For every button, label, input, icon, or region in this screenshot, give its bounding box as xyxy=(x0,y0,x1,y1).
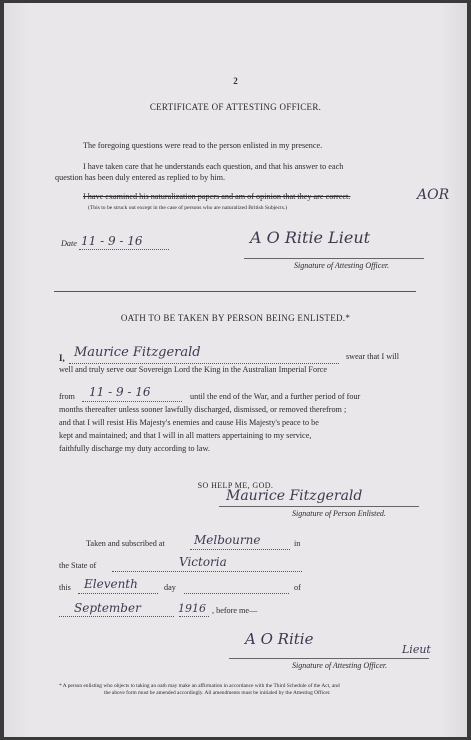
oath-from-rule xyxy=(82,401,182,402)
state-rule xyxy=(112,571,302,572)
oath-line-8: faithfully discharge my duty according to law. xyxy=(59,444,210,453)
state-value: Victoria xyxy=(179,555,227,569)
month-value: September xyxy=(74,601,141,615)
oath-heading: OATH TO BE TAKEN BY PERSON BEING ENLISTED.* xyxy=(120,313,351,323)
certificate-line-3: question has been duly entered as replied to by him. xyxy=(55,173,226,182)
oath-line-5: months thereafter unless sooner lawfully discharged, dismissed, or removed therefrom ; xyxy=(59,405,347,414)
month-rule xyxy=(59,616,174,617)
section-divider xyxy=(54,291,416,292)
place-rule xyxy=(190,549,290,550)
certificate-struck-line: I have examined his naturalization papers and am of opinion that they are correct. xyxy=(83,192,351,201)
attesting-signature-rule xyxy=(229,658,429,659)
of-label: of xyxy=(294,583,301,592)
officer-signature-caption: Signature of Attesting Officer. xyxy=(294,261,390,270)
attesting-rank: Lieut xyxy=(402,643,431,656)
oath-name-rule xyxy=(69,363,339,364)
taken-label: Taken and subscribed at xyxy=(86,539,165,548)
state-label: the State of xyxy=(59,561,97,570)
date-value: 11 - 9 - 16 xyxy=(81,234,143,248)
enlistee-signature-caption: Signature of Person Enlisted. xyxy=(292,509,386,518)
oath-name: Maurice Fitzgerald xyxy=(74,345,201,360)
oath-closing: SO HELP ME, GOD. xyxy=(197,481,274,490)
date-label: Date xyxy=(61,239,77,248)
day-label: day xyxy=(164,583,176,592)
enlistee-signature-rule xyxy=(219,506,419,507)
certificate-line-1: The foregoing questions were read to the person enlisted in my presence. xyxy=(83,141,323,150)
in-label: in xyxy=(294,539,301,548)
oath-from-label: from xyxy=(59,392,75,401)
day-rule xyxy=(78,593,158,594)
document-page xyxy=(4,3,467,737)
this-label: this xyxy=(59,583,71,592)
footnote-line-2: the above form must be amended accordingly. All amendments must be initialed by the Attesting Officer. xyxy=(104,690,331,696)
attesting-signature: A O Ritie xyxy=(245,630,314,648)
certificate-heading: CERTIFICATE OF ATTESTING OFFICER. xyxy=(149,102,322,112)
oath-from-date: 11 - 9 - 16 xyxy=(89,385,151,399)
oath-line-1-end: swear that I will xyxy=(346,352,399,361)
oath-line-4-end: until the end of the War, and a further period of four xyxy=(190,392,361,401)
oath-line-7: kept and maintained; and that I will in all matters appertaining to my service, xyxy=(59,431,312,440)
officer-signature-rule xyxy=(244,258,424,259)
place-value: Melbourne xyxy=(194,533,261,547)
certificate-line-2: I have taken care that he understands each question, and that his answer to each xyxy=(83,162,344,171)
certificate-struck-note: (This to be struck out except in the case of persons who are naturalized British Subjects.) xyxy=(88,205,288,211)
before-me-label: , before me— xyxy=(212,606,258,615)
attesting-signature-caption: Signature of Attesting Officer. xyxy=(292,661,388,670)
day-value: Eleventh xyxy=(84,577,138,591)
footnote-line-1: * A person enlisting who objects to taking an oath may make an affirmation in accordance with the Third Schedule of the Act, and xyxy=(59,683,340,689)
year-rule xyxy=(179,616,209,617)
page-number: 2 xyxy=(233,76,238,86)
enlistee-signature: Maurice Fitzgerald xyxy=(226,488,363,504)
oath-line-2: well and truly serve our Sovereign Lord the King in the Australian Imperial Force xyxy=(59,365,328,374)
oath-line-6: and that I will resist His Majesty's enemies and cause His Majesty's peace to be xyxy=(59,418,319,427)
officer-initials: AOR xyxy=(417,187,450,203)
oath-pronoun: I, xyxy=(59,353,65,363)
day-rule-2 xyxy=(184,593,289,594)
date-rule xyxy=(79,249,169,250)
officer-signature: A O Ritie Lieut xyxy=(250,228,371,247)
year-value: 1916 xyxy=(178,602,206,615)
